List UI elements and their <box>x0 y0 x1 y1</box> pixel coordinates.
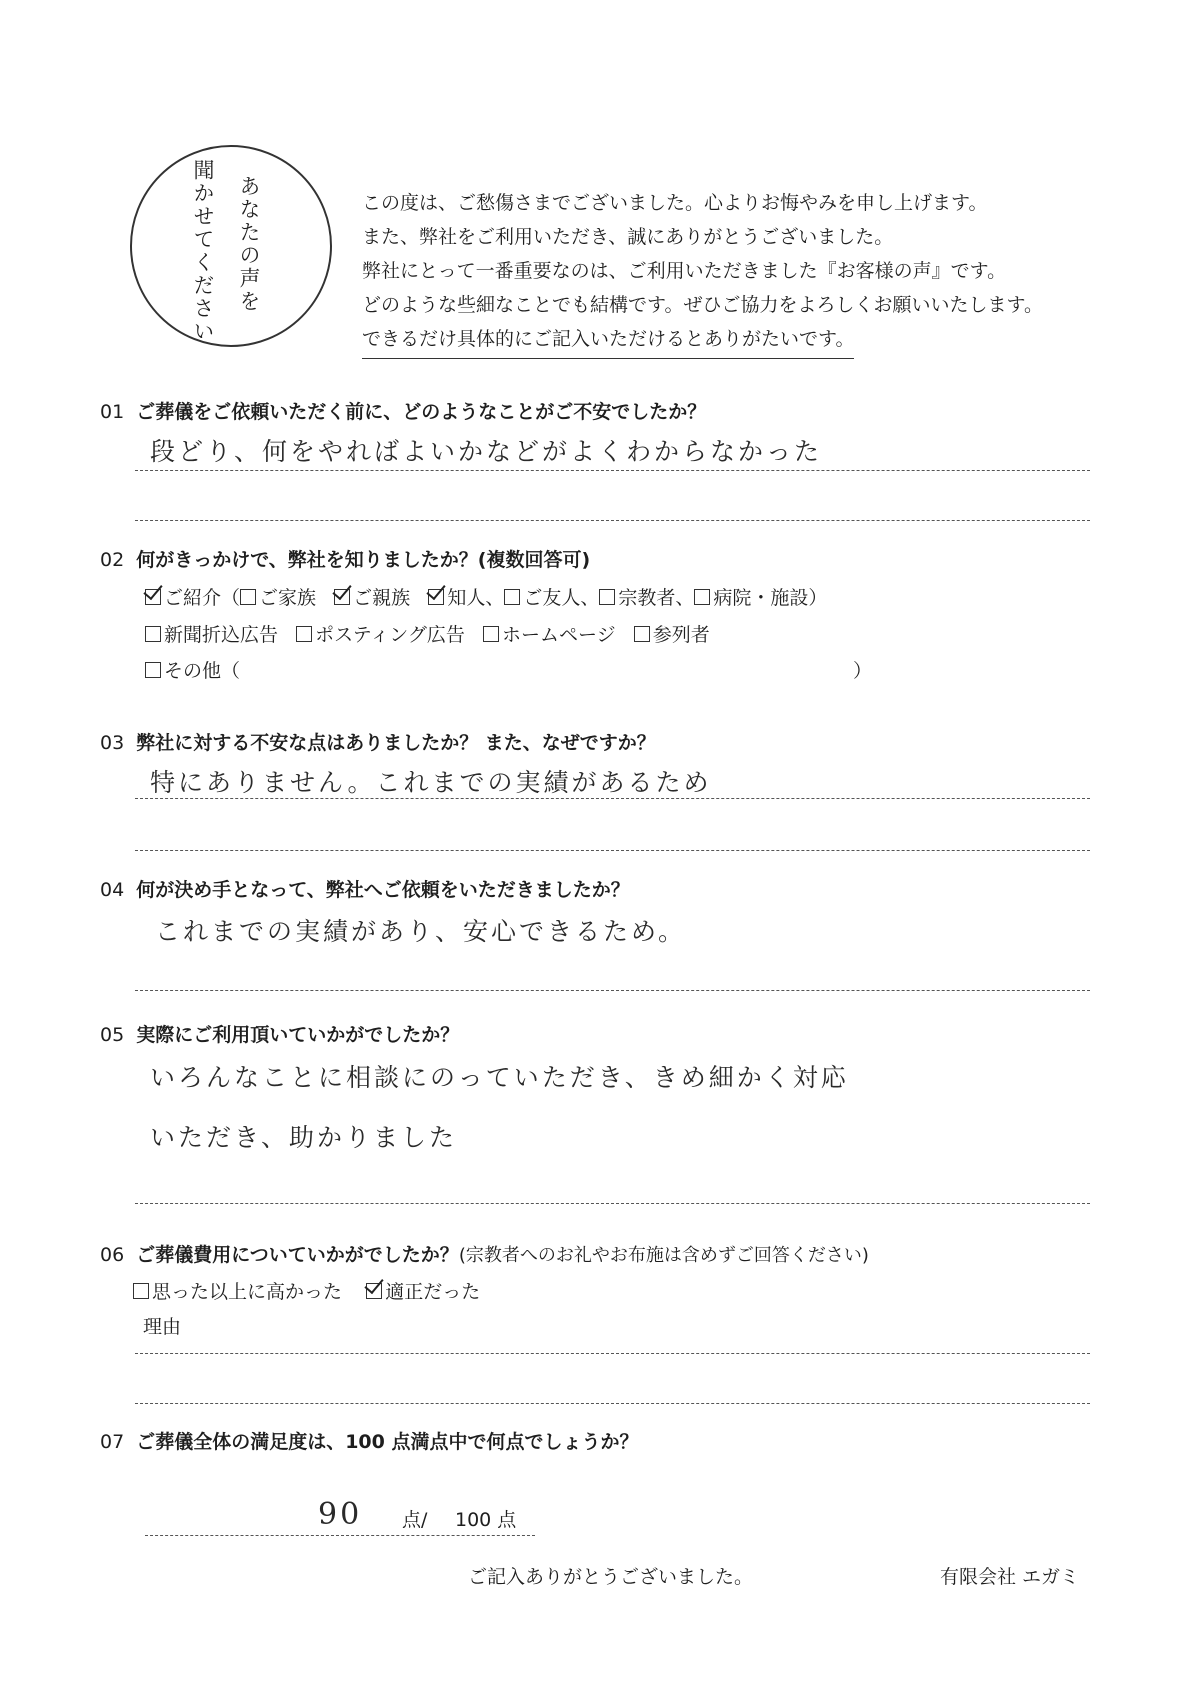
q02-options-row-3 <box>145 656 240 683</box>
checkbox-friend[interactable] <box>504 589 520 605</box>
answer-04[interactable]: これまでの実績があり、安心できるため。 <box>155 917 687 946</box>
answer-line <box>135 1203 1090 1204</box>
option-label: 宗教者、 <box>618 587 695 609</box>
answer-line <box>135 798 1090 799</box>
question-text: ご葬儀費用についていかがでしたか？ <box>136 1244 459 1266</box>
score-value[interactable]: 90 <box>318 1497 363 1532</box>
paren-open: （ <box>221 587 241 609</box>
checkbox-family[interactable] <box>240 589 256 605</box>
question-07 <box>100 1427 638 1454</box>
answer-03[interactable]: 特にありません。これまでの実績があるため <box>150 768 712 797</box>
badge-line-1: あなたの声を <box>237 175 261 313</box>
intro-line: この度は、ご愁傷さまでございました。心よりお悔やみを申し上げます。 <box>362 192 988 214</box>
option-label: ポスティング広告 <box>315 624 465 646</box>
option-label: 適正だった <box>385 1281 481 1303</box>
intro-line: どのような些細なことでも結構です。ぜひご協力をよろしくお願いいたします。 <box>362 294 1043 316</box>
question-text: ご葬儀全体の満足度は、100 点満点中で何点でしょうか？ <box>136 1431 639 1453</box>
option-label: 病院・施設 <box>713 587 809 609</box>
paren-close: ） <box>808 587 828 609</box>
answer-line <box>135 520 1090 521</box>
voice-badge <box>130 145 332 347</box>
question-number: 01 <box>100 401 125 423</box>
answer-05-line-1[interactable]: いろんなことに相談にのっていただき、きめ細かく対応 <box>150 1063 849 1092</box>
question-number: 07 <box>100 1431 125 1453</box>
checkbox-other[interactable] <box>145 662 161 678</box>
checkbox-newspaper[interactable] <box>145 626 161 642</box>
checkbox-hospital[interactable] <box>694 589 710 605</box>
answer-05-line-2[interactable]: いただき、助かりました <box>150 1123 458 1152</box>
question-05 <box>100 1020 459 1047</box>
option-label: ご友人、 <box>523 587 600 609</box>
option-label: ご家族 <box>259 587 317 609</box>
checkbox-homepage[interactable] <box>483 626 499 642</box>
question-06 <box>100 1240 869 1267</box>
option-label: ご親族 <box>353 587 411 609</box>
badge-line-2: 聞かせてください <box>191 159 215 343</box>
option-label: ご紹介 <box>164 587 222 609</box>
question-01 <box>100 397 706 424</box>
score-max: 100 点 <box>455 1509 517 1531</box>
score-line <box>145 1535 535 1536</box>
answer-line <box>135 990 1090 991</box>
answer-01[interactable]: 段どり、何をやればよいかなどがよくわからなかった <box>150 437 823 466</box>
question-text: ご葬儀をご依頼いただく前に、どのようなことがご不安でしたか？ <box>136 401 707 423</box>
question-03 <box>100 728 656 755</box>
checkbox-attendee[interactable] <box>634 626 650 642</box>
q02-options-row-1 <box>145 583 827 610</box>
checkbox-posting[interactable] <box>296 626 312 642</box>
question-number: 02 <box>100 549 125 571</box>
option-label: 思った以上に高かった <box>152 1281 343 1303</box>
intro-message <box>362 186 1043 359</box>
question-number: 06 <box>100 1244 125 1266</box>
question-text: 何がきっかけで、弊社を知りましたか？(複数回答可) <box>136 549 591 571</box>
option-label: 参列者 <box>652 624 710 646</box>
question-02 <box>100 545 590 572</box>
company-name: 有限会社 エガミ <box>940 1566 1080 1588</box>
question-text: 弊社に対する不安な点はありましたか？ また、なぜですか？ <box>136 732 656 754</box>
checkbox-cost-fair[interactable] <box>366 1283 382 1299</box>
thanks-message: ご記入ありがとうございました。 <box>468 1566 754 1588</box>
checkbox-cost-high[interactable] <box>133 1283 149 1299</box>
checkbox-acquaintance[interactable] <box>428 589 444 605</box>
checkbox-introduction[interactable] <box>145 589 161 605</box>
option-label: その他（ <box>164 660 241 682</box>
option-label: ホームページ <box>502 624 616 646</box>
answer-line <box>135 1353 1090 1354</box>
option-label: 新聞折込広告 <box>164 624 279 646</box>
answer-line <box>135 850 1090 851</box>
paren-close: ） <box>853 660 873 682</box>
question-number: 04 <box>100 879 125 901</box>
question-number: 03 <box>100 732 125 754</box>
question-number: 05 <box>100 1024 125 1046</box>
score-unit: 点/ <box>402 1509 428 1531</box>
option-label: 知人、 <box>447 587 505 609</box>
checkbox-relatives[interactable] <box>334 589 350 605</box>
intro-line: また、弊社をご利用いただき、誠にありがとうございました。 <box>362 226 894 248</box>
reason-label: 理由 <box>143 1316 182 1338</box>
intro-line: 弊社にとって一番重要なのは、ご利用いただきました『お客様の声』です。 <box>362 260 1007 282</box>
answer-line <box>135 470 1090 471</box>
question-04 <box>100 875 630 902</box>
q06-options <box>133 1277 480 1304</box>
q02-options-row-2 <box>145 620 710 647</box>
intro-line-underlined: できるだけ具体的にご記入いただけるとありがたいです。 <box>362 322 854 359</box>
question-note: (宗教者へのお礼やお布施は含めずご回答ください) <box>458 1245 869 1266</box>
checkbox-clergy[interactable] <box>599 589 615 605</box>
answer-line <box>135 1403 1090 1404</box>
question-text: 何が決め手となって、弊社へご依頼をいただきましたか？ <box>136 879 630 901</box>
question-text: 実際にご利用頂いていかがでしたか？ <box>136 1024 460 1046</box>
